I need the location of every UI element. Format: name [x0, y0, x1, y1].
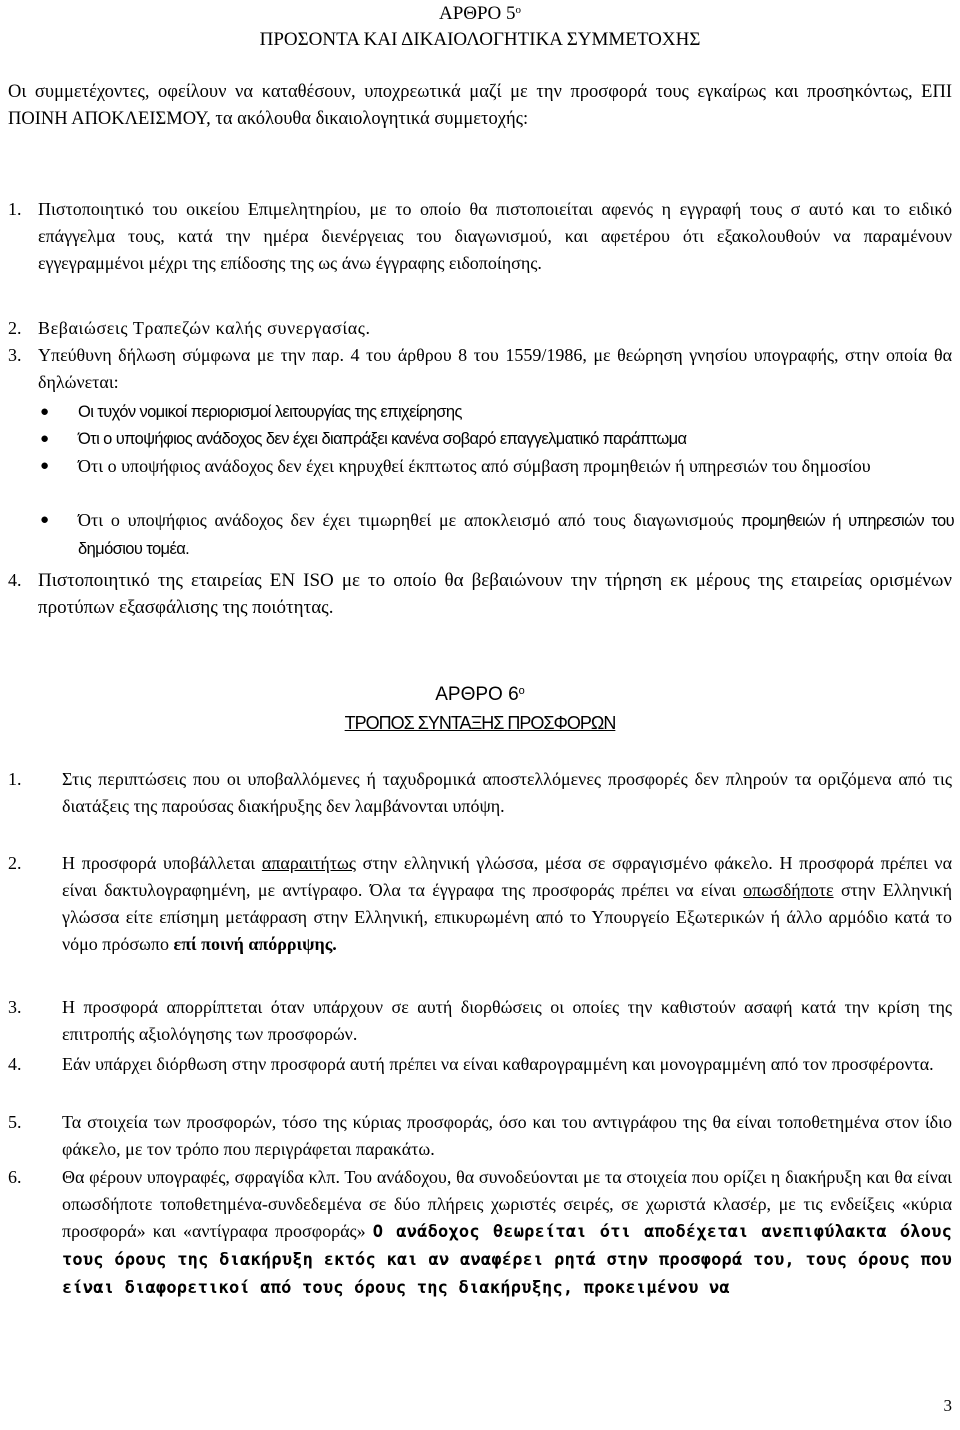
article-5-intro: Οι συμμετέχοντες, οφείλουν να καταθέσουν, υποχρεωτικά μαζί με την προσφορά τους εγκαίρως και προσηκόντως, ΕΠΙ ΠΟΙΝΗ ΑΠΟΚΛΕΙΣΜΟΥ, τα ακόλουθα δικαιολογητικά συμμετοχής: — [8, 82, 952, 129]
list-item: 1. Πιστοποιητικό του οικείου Επιμελητηρίου, με το οποίο θα πιστοποιείται αφενός η εγγραφή τους σ αυτό και το ειδικό επάγγελμα τους, κατά την ημέρα διενέργειας του διαγωνισμού, και αφετέρου ότι εξακολουθούν να παραμένουν εγγεγραμμένοι μέχρι της επίδοσης της ως άνω έγγραφης ειδοποίησης. — [8, 199, 952, 273]
article-5-heading: ΑΡΘΡΟ $5^o$ — [438, 3, 522, 24]
list-item: ● Ότι ο υποψήφιος ανάδοχος δεν έχει διαπράξει κανένα σοβαρό επαγγελματικό παράπτωμα — [40, 426, 954, 453]
article-6-subtitle: ΤΡΟΠΟΣ ΣΥΝΤΑΞΗΣ ΠΡΟΣΦΟΡΩΝ — [344, 713, 616, 733]
article-6-heading: ΑΡΘΡΟ $6^o$ — [435, 684, 525, 705]
list-item: 5. Τα στοιχεία των προσφορών, τόσο της κύριας προσφοράς, όσο και του αντιγράφου της θα είναι τοποθετημένα στον ίδιο φάκελο, με τον τρόπο που περιγράφεται παρακάτω. — [8, 1112, 952, 1159]
list-item: 3. Υπεύθυνη δήλωση σύμφωνα με την παρ. 4 του άρθρου 8 του 1559/1986, με θεώρηση γνησίου υπογραφής, στην οποία θα δηλώνεται: — [8, 345, 952, 392]
bullet-icon: ● — [40, 458, 50, 474]
list-item: 3. Η προσφορά απορρίπτεται όταν υπάρχουν σε αυτή διορθώσεις οι οποίες την καθιστούν ασαφή κατά την κρίση της επιτροπής αξιολόγησης των προσφορών. — [8, 997, 952, 1044]
list-item: ● Οι τυχόν νομικοί περιορισμοί λειτουργίας της επιχείρησης — [40, 399, 954, 426]
list-item: 2. Η προσφορά υποβάλλεται απαραιτήτως στην ελληνική γλώσσα, μέσα σε σφραγισμένο φάκελο. Η προσφορά πρέπει να είναι δακτυλογραφημένη, με αντίγραφο. Όλα τα έγγραφα της προσφοράς πρέπει να είναι οπωσδήποτε στην Ελληνική γλώσσα είτε επίσημη μετάφραση στην Ελληνική, επικυρωμένη από το Υπουργείο Εξωτερικών ή άλλο αρμόδιο κατά το νόμο πρόσωπο επί ποινή απόρριψης. — [8, 853, 953, 954]
bullet-icon: ● — [40, 512, 50, 528]
page-number: 3 — [943, 1396, 952, 1415]
list-item: ● Ότι ο υποψήφιος ανάδοχος δεν έχει κηρυχθεί έκπτωτος από σύμβαση προμηθειών ή υπηρεσιών του δημοσίου — [40, 453, 954, 480]
list-item: ● Ότι ο υποψήφιος ανάδοχος δεν έχει τιμωρηθεί με αποκλεισμό από τους διαγωνισμούς προμηθειών ή υπηρεσιών του δημόσιου τομέα. — [40, 507, 954, 563]
bullet-icon: ● — [40, 404, 50, 420]
list-item: 2. Βεβαιώσεις Τραπεζών καλής συνεργασίας. — [8, 318, 371, 338]
list-item: 1. Στις περιπτώσεις που οι υποβαλλόμενες ή ταχυδρομικά αποστελλόμενες προσφορές δεν πληρούν τα οριζόμενα από τις διατάξεις της παρούσας διακήρυξης δεν λαμβάνονται υπόψη. — [8, 769, 952, 816]
bullet-icon: ● — [40, 431, 50, 447]
list-item: 4. Πιστοποιητικό της εταιρείας EN ISO με το οποίο θα βεβαιώνουν την τήρηση εκ μέρους της εταιρείας ορισμένων προτύπων εξασφάλισης της ποιότητας. — [8, 570, 952, 618]
list-item: 6. Θα φέρουν υπογραφές, σφραγίδα κλπ. Του ανάδοχου, θα συνοδεύονται με τα στοιχεία που ορίζει η διακήρυξη και θα είναι οπωσδήποτε τοποθετημένα-συνδεδεμένα σε δύο πλήρεις χωριστές σειρές, σε χωριστά κλασέρ, με τις ενδείξεις «κύρια προσφορά» και «αντίγραφα προσφοράς» Ο ανάδοχος θεωρείται ότι αποδέχεται ανεπιφύλακτα όλους τους όρους της διακήρυξη εκτός και αν αναφέρει ρητά στην προσφορά του, τους όρους που είναι διαφορετικοί από τους όρους της διακήρυξης, προκειμένου να — [8, 1167, 953, 1298]
article-5-subtitle: ΠΡΟΣΟΝΤΑ ΚΑΙ ΔΙΚΑΙΟΛΟΓΗΤΙΚΑ ΣΥΜΜΕΤΟΧΗΣ — [259, 29, 701, 50]
list-item: 4. Εάν υπάρχει διόρθωση στην προσφορά αυτή πρέπει να είναι καθαρογραμμένη και μονογραμμένη από τον προσφέροντα. — [8, 1054, 934, 1074]
